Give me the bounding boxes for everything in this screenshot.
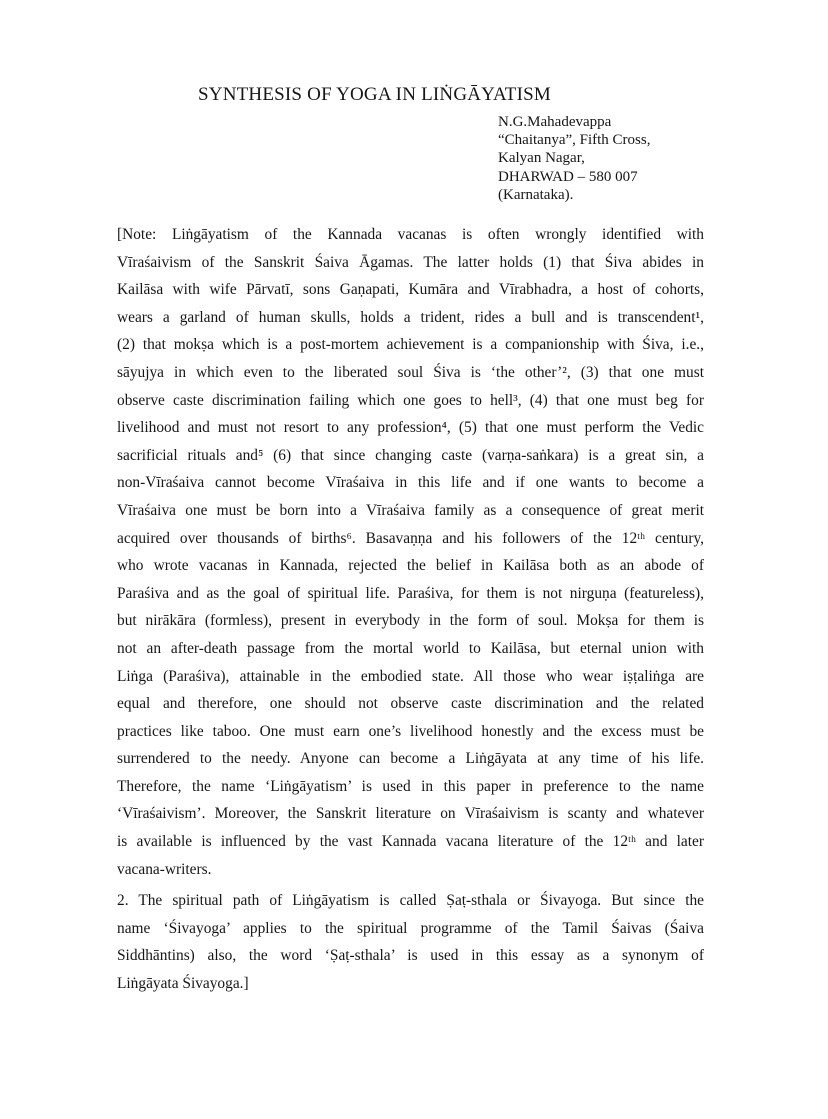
text-line: Vīraśaiva one must be born into a Vīraśaiva family as a consequence of great merit — [117, 501, 704, 519]
text-line: acquired over thousands of births⁶. Basavaṇṇa and his followers of the 12ᵗʰ century, — [117, 529, 704, 547]
text-line: who wrote vacanas in Kannada, rejected the belief in Kailāsa both as an abode of — [117, 557, 704, 575]
text-line: equal and therefore, one should not observe caste discrimination and the related — [117, 695, 704, 713]
text-line: wears a garland of human skulls, holds a trident, rides a bull and is transcendent¹, — [117, 308, 704, 326]
text-line: surrendered to the needy. Anyone can become a Liṅgāyata at any time of his life. — [117, 750, 704, 768]
text-line: livelihood and must not resort to any profession⁴, (5) that one must perform the Vedic — [117, 419, 704, 437]
text-line: observe caste discrimination failing which one goes to hell³, (4) that one must beg for — [117, 391, 704, 409]
text-line: (2) that mokṣa which is a post-mortem achievement is a companionship with Śiva, i.e., — [117, 336, 704, 354]
text-line: sacrificial rituals and⁵ (6) that since changing caste (varṇa-saṅkara) is a great sin, a — [117, 446, 704, 464]
text-line: name ‘Śivayoga’ applies to the spiritual programme of the Tamil Śaivas (Śaiva — [117, 919, 704, 937]
text-line: but nirākāra (formless), present in everybody in the form of soul. Mokṣa for them is — [117, 612, 704, 630]
text-line: sāyujya in which even to the liberated soul Śiva is ‘the other’², (3) that one must — [117, 363, 704, 381]
text-line: vacana-writers. — [117, 860, 212, 878]
text-line: [Note: Liṅgāyatism of the Kannada vacanas is often wrongly identified with — [117, 226, 704, 243]
text-line: Paraśiva and as the goal of spiritual life. Paraśiva, for them is not nirguṇa (featureless), — [117, 584, 704, 602]
text-line: Siddhāntins) also, the word ‘Ṣaṭ-sthala’ is used in this essay as a synonym of — [117, 947, 704, 965]
text-line: not an after-death passage from the mortal world to Kailāsa, but eternal union with — [117, 639, 704, 657]
address-line: Kalyan Nagar, — [498, 150, 585, 167]
text-line: Liṅgāyata Śivayoga.] — [117, 974, 249, 992]
text-line: 2. The spiritual path of Liṅgāyatism is called Ṣaṭ-sthala or Śivayoga. But since the — [117, 892, 704, 909]
author-name: N.G.Mahadevappa — [498, 114, 612, 130]
text-line: non-Vīraśaiva cannot become Vīraśaiva in this life and if one wants to become a — [117, 474, 704, 492]
note-paragraph-2 — [117, 887, 704, 997]
text-line: Liṅga (Paraśiva), attainable in the embodied state. All those who wear iṣṭaliṅga are — [117, 667, 704, 685]
text-line: practices like taboo. One must earn one’s livelihood honestly and the excess must be — [117, 722, 704, 740]
paper-title: SYNTHESIS OF YOGA IN LIṄGĀYATISM — [198, 84, 551, 105]
author-block — [498, 113, 650, 204]
text-line: is available is influenced by the vast Kannada vacana literature of the 12ᵗʰ and later — [117, 833, 704, 851]
note-paragraph-1 — [117, 221, 704, 883]
address-line: (Karnataka). — [498, 186, 574, 203]
address-line: “Chaitanya”, Fifth Cross, — [498, 132, 651, 149]
text-line: ‘Vīraśaivism’. Moreover, the Sanskrit literature on Vīraśaivism is scanty and whatever — [117, 805, 704, 823]
address-line: DHARWAD – 580 007 — [498, 168, 638, 185]
text-line: Vīraśaivism of the Sanskrit Śaiva Āgamas. The latter holds (1) that Śiva abides in — [117, 253, 704, 271]
text-line: Kailāsa with wife Pārvatī, sons Gaṇapati, Kumāra and Vīrabhadra, a host of cohorts, — [117, 281, 704, 299]
text-line: Therefore, the name ‘Liṅgāyatism’ is used in this paper in preference to the name — [117, 777, 704, 795]
